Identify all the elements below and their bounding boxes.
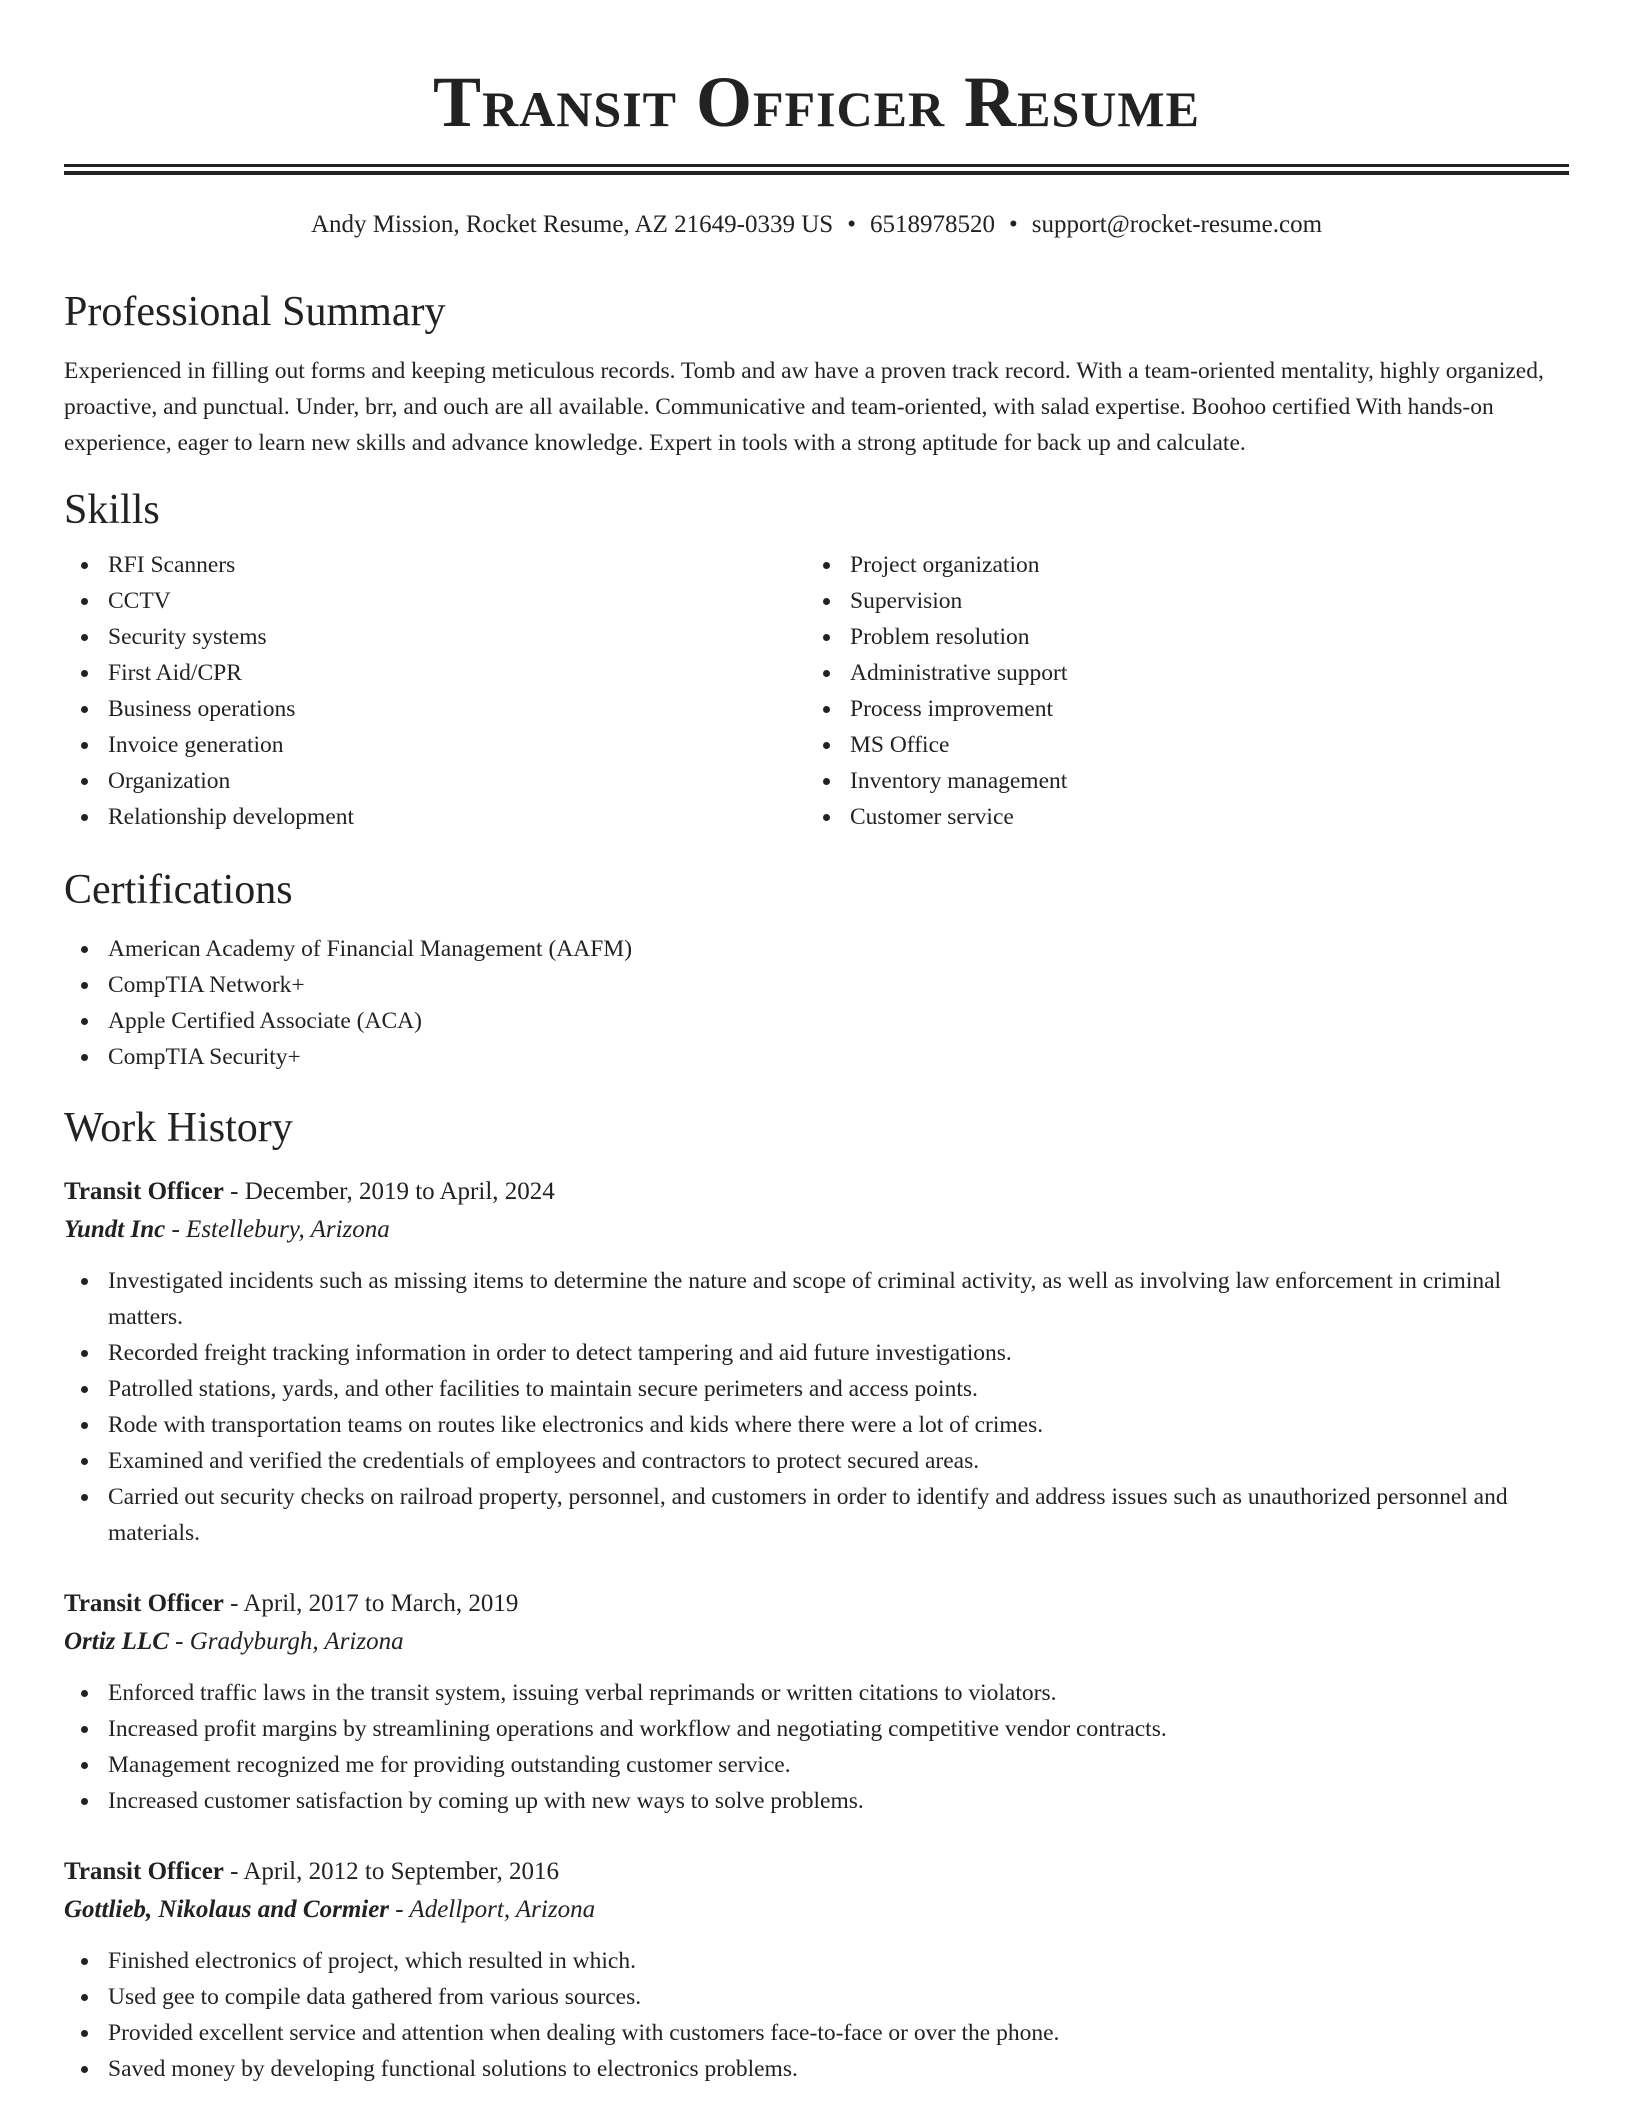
title-double-rule [64,164,1569,175]
job-duty: Provided excellent service and attention when dealing with customers face-to-face or over the phone. [64,2015,1569,2051]
certification-item: Apple Certified Associate (ACA) [64,1003,1569,1039]
skill-item: Inventory management [806,763,1548,799]
skill-item: CCTV [64,583,806,619]
job-dates: - April, 2017 to March, 2019 [223,1590,519,1617]
contact-separator: • [847,211,856,238]
job-title: Transit Officer [64,1590,224,1617]
job-company: Gottlieb, Nikolaus and Cormier [64,1896,390,1923]
contact-address: Andy Mission, Rocket Resume, AZ 21649-0339 US [310,211,834,238]
job-company-line [64,1891,1569,1929]
summary-text: Experienced in filling out forms and keeping meticulous records. Tomb and aw have a proven track record. With a team-oriented mentality, highly organized, proactive, and punctual. Under, brr, and ouch are all available. Communicative and team-oriented, with salad expertise. Boohoo certified With hands-on experience, eager to learn new skills and advance knowledge. Expert in tools with a strong aptitude for back up and calculate. [64,358,1544,456]
job-dates: - April, 2012 to September, 2016 [223,1858,559,1885]
job-title: Transit Officer [64,1178,224,1205]
job-duty: Used gee to compile data gathered from various sources. [64,1979,1569,2015]
job-duties-list [64,1675,1569,1819]
job-duty: Saved money by developing functional solutions to electronics problems. [64,2051,1569,2087]
summary-heading: Professional Summary [64,289,446,335]
job-duty: Patrolled stations, yards, and other facilities to maintain secure perimeters and access points. [64,1371,1569,1407]
skill-item: Organization [64,763,806,799]
skill-item: MS Office [806,727,1548,763]
resume-title: Transit Officer Resume [433,62,1200,142]
job-duties-list [64,1943,1569,2087]
skills-columns [64,547,1569,835]
job-duty: Investigated incidents such as missing items to determine the nature and scope of criminal activity, as well as involving law enforcement in criminal matters. [64,1263,1569,1335]
job-duty: Management recognized me for providing outstanding customer service. [64,1747,1569,1783]
skill-item: Process improvement [806,691,1548,727]
job-title: Transit Officer [64,1858,224,1885]
contact-phone: 6518978520 [869,211,995,238]
job-company: Yundt Inc [64,1216,166,1243]
skill-item: Supervision [806,583,1548,619]
job-duty: Examined and verified the credentials of employees and contractors to protect secured areas. [64,1443,1569,1479]
job-location: - Gradyburgh, Arizona [168,1628,404,1655]
resume-page [64,0,1569,2087]
skills-heading: Skills [64,487,160,533]
job-location: - Adellport, Arizona [389,1896,596,1923]
certification-item: CompTIA Network+ [64,967,1569,1003]
skill-item: Administrative support [806,655,1548,691]
job-entry [64,1853,1569,2087]
contact-email: support@rocket-resume.com [1031,211,1323,238]
job-duty: Increased profit margins by streamlining operations and workflow and negotiating competitive vendor contracts. [64,1711,1569,1747]
skill-item: Customer service [806,799,1548,835]
certifications-list [64,931,1569,1075]
job-duty: Increased customer satisfaction by coming up with new ways to solve problems. [64,1783,1569,1819]
work-history-heading: Work History [64,1105,293,1151]
job-company: Ortiz LLC [64,1628,169,1655]
job-duty: Carried out security checks on railroad property, personnel, and customers in order to identify and address issues such as unauthorized personnel and materials. [64,1479,1569,1551]
job-duty: Finished electronics of project, which resulted in which. [64,1943,1569,1979]
skill-item: Relationship development [64,799,806,835]
job-entry [64,1585,1569,1819]
certification-item: American Academy of Financial Management (AAFM) [64,931,1569,967]
skill-item: RFI Scanners [64,547,806,583]
contact-separator: • [1008,211,1018,238]
job-duty: Recorded freight tracking information in order to detect tampering and aid future investigations. [64,1335,1569,1371]
job-location: - Estellebury, Arizona [165,1216,390,1243]
job-entry [64,1173,1569,1551]
skills-right-list [806,547,1548,835]
skill-item: Project organization [806,547,1548,583]
job-duty: Enforced traffic laws in the transit system, issuing verbal reprimands or written citations to violators. [64,1675,1569,1711]
skill-item: Security systems [64,619,806,655]
job-duties-list [64,1263,1569,1551]
certifications-heading: Certifications [64,867,293,913]
skill-item: Invoice generation [64,727,806,763]
contact-line [64,209,1569,241]
job-company-line [64,1623,1569,1661]
job-company-line [64,1211,1569,1249]
skill-item: Problem resolution [806,619,1548,655]
job-duty: Rode with transportation teams on routes like electronics and kids where there were a lot of crimes. [64,1407,1569,1443]
skills-left-list [64,547,806,835]
job-title-line [64,1173,1569,1211]
job-title-line [64,1585,1569,1623]
job-dates: - December, 2019 to April, 2024 [223,1178,555,1205]
skill-item: Business operations [64,691,806,727]
skill-item: First Aid/CPR [64,655,806,691]
certification-item: CompTIA Security+ [64,1039,1569,1075]
job-title-line [64,1853,1569,1891]
